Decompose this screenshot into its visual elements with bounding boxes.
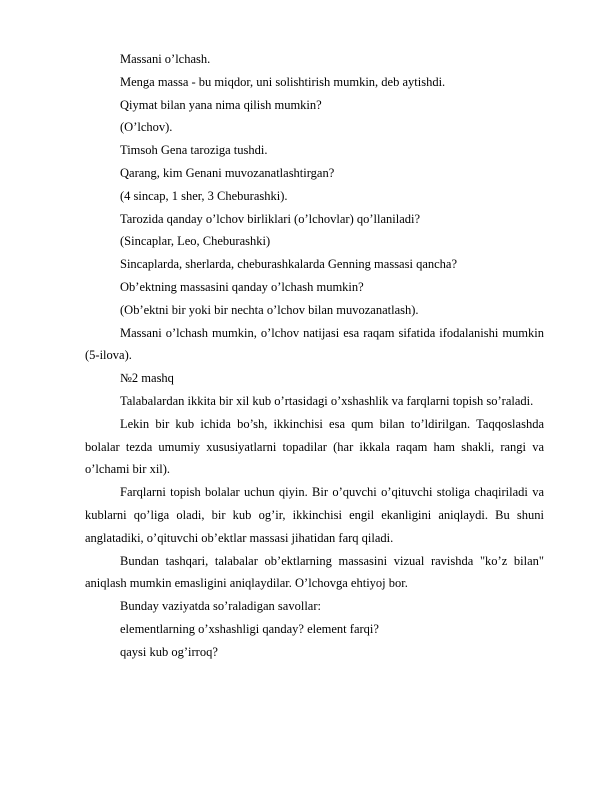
paragraph: Ob’ektning massasini qanday o’lchash mumkin?	[120, 279, 364, 294]
paragraph: Qarang, kim Genani muvozanatlashtirgan?	[120, 165, 335, 180]
paragraph: (Sincaplar, Leo, Cheburashki)	[120, 234, 271, 249]
paragraph: Qiymat bilan yana nima qilish mumkin?	[120, 97, 322, 112]
paragraph: Menga massa - bu miqdor, uni solishtirish mumkin, deb aytishdi.	[120, 74, 446, 89]
document-body	[85, 48, 544, 664]
exercise-heading: №2 mashq	[120, 371, 174, 386]
paragraph: Timsoh Gena taroziga tushdi.	[120, 143, 268, 158]
paragraph: Bundan tashqari, talabalar ob’ektlarning massasini vizual ravishda "ko’z bilan" aniqlash mumkin emasligini aniqlaydilar. O’lchovga ehtiyoj bor.	[85, 553, 544, 591]
paragraph: (Ob’ektni bir yoki bir nechta o’lchov bilan muvozanatlash).	[120, 302, 419, 317]
paragraph: Lekin bir kub ichida bo’sh, ikkinchisi esa qum bilan to’ldirilgan. Taqqoslashda bolalar tezda umumiy xususiyatlarni topadilar (har ikkala raqam ham shakli, rangi va o’lchami bir xil).	[85, 416, 544, 477]
paragraph: Tarozida qanday o’lchov birliklari (o’lchovlar) qo’llaniladi?	[120, 211, 421, 226]
paragraph: Massani o’lchash.	[120, 52, 211, 66]
question-item: qaysi kub og’irroq?	[120, 644, 218, 659]
question-item: elementlarning o’xshashligi qanday? element farqi?	[120, 621, 379, 636]
paragraph: Massani o’lchash mumkin, o’lchov natijasi esa raqam sifatida ifodalanishi mumkin (5-ilova).	[85, 325, 544, 363]
paragraph: Talabalardan ikkita bir xil kub o’rtasidagi o’xshashlik va farqlarni topish so’raladi.	[120, 393, 534, 408]
paragraph: Farqlarni topish bolalar uchun qiyin. Bir o’quvchi o’qituvchi stoliga chaqiriladi va kublarni qo’liga oladi, bir kub og’ir, ikkinchisi engil ekanligini aniqlaydi. Bu shuni anglatadiki, o’qituvchi ob’ektlar massasi jihatidan farq qiladi.	[85, 485, 544, 545]
paragraph: Bunday vaziyatda so’raladigan savollar:	[120, 599, 321, 614]
paragraph: (O’lchov).	[120, 120, 173, 135]
paragraph: Sincaplarda, sherlarda, cheburashkalarda Genning massasi qancha?	[120, 257, 458, 272]
paragraph: (4 sincap, 1 sher, 3 Cheburashki).	[120, 188, 288, 203]
